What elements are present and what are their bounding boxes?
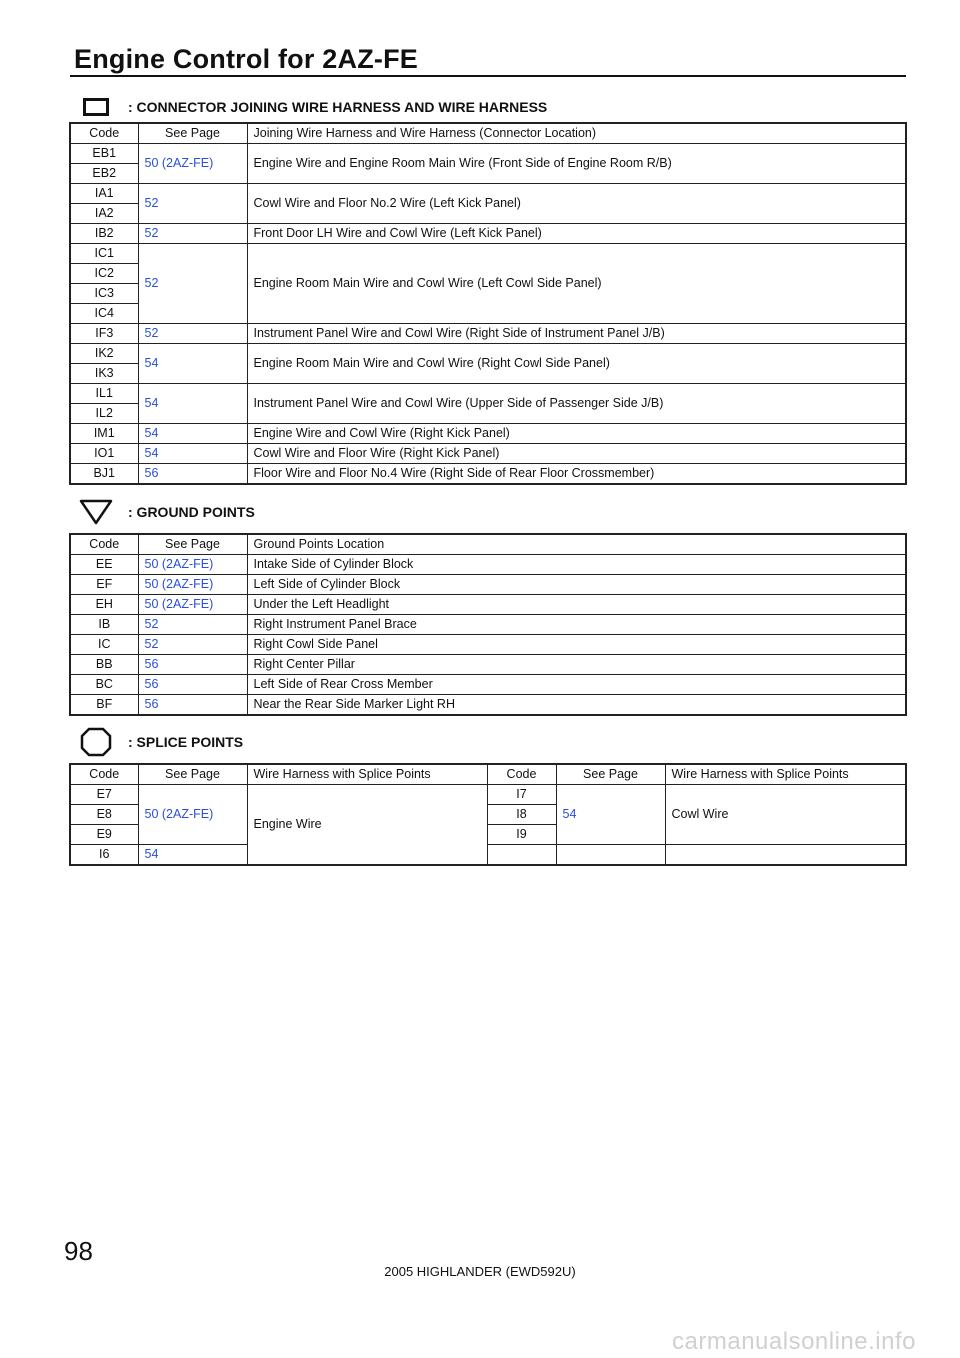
- ground-row: [70, 635, 906, 655]
- ground-code: EE: [70, 555, 138, 575]
- ground-see-page-link[interactable]: 50 (2AZ-FE): [138, 595, 247, 615]
- connector-description: Instrument Panel Wire and Cowl Wire (Upper Side of Passenger Side J/B): [247, 384, 906, 424]
- connector-code: IA1: [70, 184, 138, 204]
- ground-code: BF: [70, 695, 138, 716]
- connector-header-row: [70, 123, 906, 144]
- connector-see-page-link[interactable]: 54: [138, 384, 247, 424]
- connector-see-page-link[interactable]: 52: [138, 244, 247, 324]
- connector-code: IM1: [70, 424, 138, 444]
- connector-see-page-link[interactable]: 54: [138, 424, 247, 444]
- ground-location: Intake Side of Cylinder Block: [247, 555, 906, 575]
- ground-see-page-link[interactable]: 56: [138, 675, 247, 695]
- ground-header-row: [70, 534, 906, 555]
- title-rule: [70, 75, 906, 77]
- ground-table: [69, 533, 907, 716]
- splice-header-page-right: See Page: [556, 764, 665, 785]
- ground-row: [70, 615, 906, 635]
- connector-header-page: See Page: [138, 123, 247, 144]
- ground-row: [70, 595, 906, 615]
- splice-empty-cell: [487, 845, 556, 866]
- splice-see-page-link[interactable]: 54: [138, 845, 247, 866]
- splice-row: [70, 785, 906, 805]
- splice-octagon-icon: [70, 727, 122, 757]
- ground-row: [70, 555, 906, 575]
- ground-location: Near the Rear Side Marker Light RH: [247, 695, 906, 716]
- splice-header-code: Code: [70, 764, 138, 785]
- splice-row: [70, 845, 906, 866]
- splice-heading-label: : SPLICE POINTS: [128, 734, 244, 750]
- splice-harness-right: Cowl Wire: [665, 785, 906, 845]
- connector-header-desc: Joining Wire Harness and Wire Harness (Connector Location): [247, 123, 906, 144]
- connector-code: IK3: [70, 364, 138, 384]
- connector-code: EB2: [70, 164, 138, 184]
- ground-location: Left Side of Cylinder Block: [247, 575, 906, 595]
- ground-header-code: Code: [70, 534, 138, 555]
- connector-code: IC2: [70, 264, 138, 284]
- ground-row: [70, 655, 906, 675]
- connector-see-page-link[interactable]: 54: [138, 344, 247, 384]
- ground-location: Right Center Pillar: [247, 655, 906, 675]
- connector-heading-label: : CONNECTOR JOINING WIRE HARNESS AND WIRE HARNESS: [128, 99, 548, 115]
- connector-row: [70, 224, 906, 244]
- splice-code: E7: [70, 785, 138, 805]
- watermark: carmanualsonline.info: [672, 1328, 916, 1355]
- ground-see-page-link[interactable]: 52: [138, 615, 247, 635]
- ground-code: IC: [70, 635, 138, 655]
- ground-row: [70, 575, 906, 595]
- connector-row: [70, 144, 906, 164]
- ground-location: Right Cowl Side Panel: [247, 635, 906, 655]
- splice-section-heading: [70, 727, 243, 757]
- footer-text: 2005 HIGHLANDER (EWD592U): [384, 1264, 576, 1279]
- ground-section-heading: [70, 497, 255, 527]
- splice-header-row: [70, 764, 906, 785]
- ground-see-page-link[interactable]: 56: [138, 655, 247, 675]
- page-number: 98: [64, 1236, 93, 1266]
- splice-header-harness-right: Wire Harness with Splice Points: [665, 764, 906, 785]
- connector-code: IC3: [70, 284, 138, 304]
- connector-description: Cowl Wire and Floor Wire (Right Kick Panel): [247, 444, 906, 464]
- ground-see-page-link[interactable]: 52: [138, 635, 247, 655]
- connector-see-page-link[interactable]: 54: [138, 444, 247, 464]
- connector-code: IO1: [70, 444, 138, 464]
- connector-description: Cowl Wire and Floor No.2 Wire (Left Kick Panel): [247, 184, 906, 224]
- connector-section-heading: [70, 92, 547, 122]
- ground-header-page: See Page: [138, 534, 247, 555]
- ground-code: BB: [70, 655, 138, 675]
- connector-code: IK2: [70, 344, 138, 364]
- connector-row: [70, 244, 906, 264]
- splice-table: [69, 763, 907, 866]
- connector-code: IL1: [70, 384, 138, 404]
- connector-description: Floor Wire and Floor No.4 Wire (Right Side of Rear Floor Crossmember): [247, 464, 906, 485]
- ground-header-location: Ground Points Location: [247, 534, 906, 555]
- splice-header-page: See Page: [138, 764, 247, 785]
- connector-row: [70, 324, 906, 344]
- connector-description: Front Door LH Wire and Cowl Wire (Left Kick Panel): [247, 224, 906, 244]
- ground-see-page-link[interactable]: 50 (2AZ-FE): [138, 555, 247, 575]
- connector-row: [70, 464, 906, 485]
- page-title: Engine Control for 2AZ-FE: [74, 44, 418, 74]
- connector-see-page-link[interactable]: 52: [138, 224, 247, 244]
- connector-row: [70, 424, 906, 444]
- connector-code: EB1: [70, 144, 138, 164]
- splice-header-harness: Wire Harness with Splice Points: [247, 764, 487, 785]
- ground-location: Under the Left Headlight: [247, 595, 906, 615]
- connector-header-code: Code: [70, 123, 138, 144]
- ground-location: Left Side of Rear Cross Member: [247, 675, 906, 695]
- ground-location: Right Instrument Panel Brace: [247, 615, 906, 635]
- ground-see-page-link[interactable]: 50 (2AZ-FE): [138, 575, 247, 595]
- connector-code: IF3: [70, 324, 138, 344]
- splice-header-code-right: Code: [487, 764, 556, 785]
- splice-code-right: I8: [487, 805, 556, 825]
- splice-code: E8: [70, 805, 138, 825]
- ground-row: [70, 695, 906, 716]
- ground-triangle-icon: [70, 499, 122, 525]
- splice-code-right: I9: [487, 825, 556, 845]
- splice-empty-cell: [665, 845, 906, 866]
- ground-code: EF: [70, 575, 138, 595]
- connector-row: [70, 384, 906, 404]
- connector-description: Engine Room Main Wire and Cowl Wire (Left Cowl Side Panel): [247, 244, 906, 324]
- ground-code: EH: [70, 595, 138, 615]
- splice-see-page-link-right[interactable]: 54: [556, 785, 665, 845]
- ground-see-page-link[interactable]: 56: [138, 695, 247, 716]
- connector-icon: [70, 98, 122, 116]
- splice-empty-cell: [556, 845, 665, 866]
- splice-code: E9: [70, 825, 138, 845]
- connector-code: IB2: [70, 224, 138, 244]
- ground-heading-label: : GROUND POINTS: [128, 504, 255, 520]
- connector-code: IC4: [70, 304, 138, 324]
- splice-code: I6: [70, 845, 138, 866]
- connector-see-page-link[interactable]: 52: [138, 324, 247, 344]
- connector-description: Engine Wire and Cowl Wire (Right Kick Panel): [247, 424, 906, 444]
- ground-row: [70, 675, 906, 695]
- connector-see-page-link[interactable]: 52: [138, 184, 247, 224]
- connector-description: Instrument Panel Wire and Cowl Wire (Right Side of Instrument Panel J/B): [247, 324, 906, 344]
- ground-code: IB: [70, 615, 138, 635]
- connector-code: IA2: [70, 204, 138, 224]
- connector-description: Engine Wire and Engine Room Main Wire (Front Side of Engine Room R/B): [247, 144, 906, 184]
- connector-row: [70, 444, 906, 464]
- connector-row: [70, 344, 906, 364]
- connector-see-page-link[interactable]: 56: [138, 464, 247, 485]
- splice-harness: Engine Wire: [247, 785, 487, 866]
- connector-code: IC1: [70, 244, 138, 264]
- connector-table: [69, 122, 907, 485]
- connector-code: BJ1: [70, 464, 138, 485]
- splice-code-right: I7: [487, 785, 556, 805]
- connector-code: IL2: [70, 404, 138, 424]
- connector-description: Engine Room Main Wire and Cowl Wire (Right Cowl Side Panel): [247, 344, 906, 384]
- connector-row: [70, 184, 906, 204]
- splice-see-page-link[interactable]: 50 (2AZ-FE): [138, 785, 247, 845]
- ground-code: BC: [70, 675, 138, 695]
- connector-see-page-link[interactable]: 50 (2AZ-FE): [138, 144, 247, 184]
